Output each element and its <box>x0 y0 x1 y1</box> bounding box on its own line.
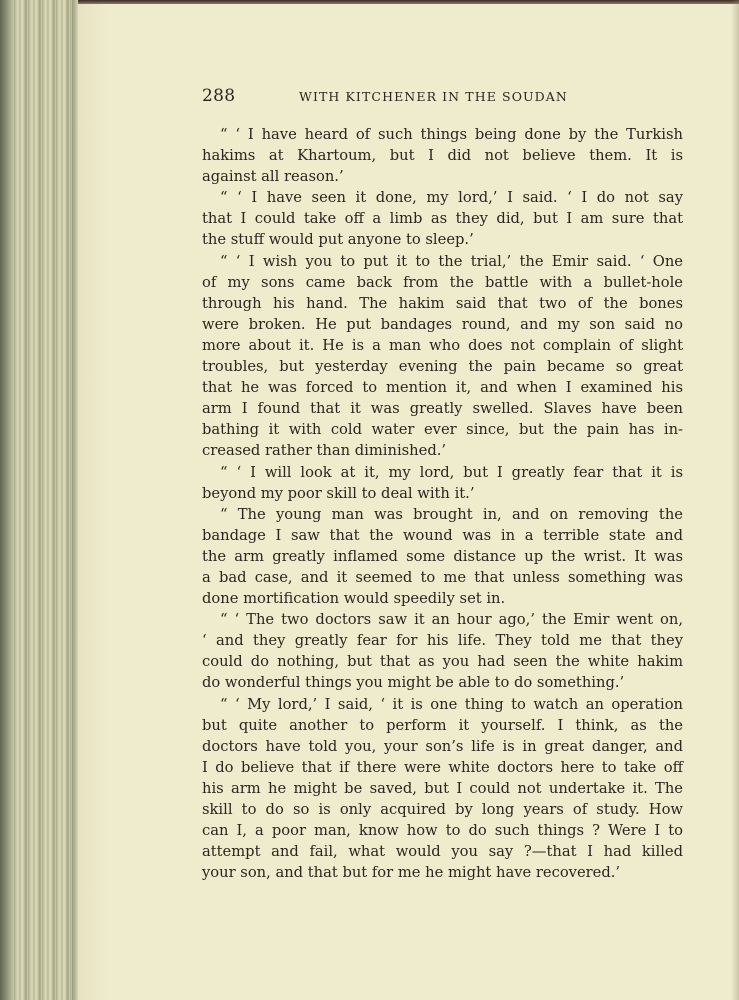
text-line: “ The young man was brought in, and on removing the <box>220 505 683 523</box>
text-line: can I, a poor man, know how to do such things ? Were I to <box>202 822 683 840</box>
text-line: I do believe that if there were white doctors here to take off <box>202 758 683 776</box>
text-line: ‘ and they greatly fear for his life. They told me that they <box>202 632 683 650</box>
text-line: attempt and fail, what would you say ?—that I had killed <box>202 843 683 861</box>
body-text <box>202 124 683 883</box>
text-line: of my sons came back from the battle with a bullet-hole <box>202 273 683 291</box>
text-line: against all reason.’ <box>202 168 344 186</box>
text-line: your son, and that but for me he might have recovered.’ <box>202 864 621 882</box>
text-line: “ ‘ I have seen it done, my lord,’ I said. ‘ I do not say <box>220 189 683 207</box>
text-line: but quite another to perform it yourself. I think, as the <box>202 716 683 734</box>
text-line: his arm he might be saved, but I could not undertake it. The <box>202 779 683 797</box>
text-line: do wonderful things you might be able to do something.’ <box>202 674 625 692</box>
text-line: more about it. He is a man who does not complain of slight <box>202 336 683 354</box>
text-line: through his hand. The hakim said that two of the bones <box>202 294 683 312</box>
text-line: doctors have told you, your son’s life is in great danger, and <box>202 737 683 755</box>
text-line: creased rather than diminished.’ <box>202 442 447 460</box>
text-line: bathing it with cold water ever since, but the pain has in- <box>202 421 683 439</box>
text-line: a bad case, and it seemed to me that unless something was <box>202 568 683 586</box>
text-line: “ ‘ I will look at it, my lord, but I greatly fear that it is <box>220 463 683 481</box>
running-header <box>202 86 688 110</box>
text-line: skill to do so is only acquired by long years of study. How <box>202 801 683 818</box>
text-line: “ ‘ I wish you to put it to the trial,’ the Emir said. ‘ One <box>220 252 683 270</box>
running-title: WITH KITCHENER IN THE SOUDAN <box>299 89 568 104</box>
text-line: bandage I saw that the wound was in a terrible state and <box>202 526 683 544</box>
text-line: arm I found that it was greatly swelled. Slaves have been <box>202 400 683 418</box>
text-line: the stuff would put anyone to sleep.’ <box>202 231 474 249</box>
book-page-edges <box>0 0 78 1000</box>
page-right-shadow <box>731 0 739 1000</box>
text-line: that he was forced to mention it, and when I examined his <box>202 379 683 397</box>
text-line: troubles, but yesterday evening the pain became so great <box>202 358 683 376</box>
text-line: hakims at Khartoum, but I did not believe them. It is <box>202 147 683 165</box>
text-line: “ ‘ My lord,’ I said, ‘ it is one thing to watch an operation <box>220 695 683 713</box>
text-line: were broken. He put bandages round, and my son said no <box>202 315 683 333</box>
text-line: “ ‘ I have heard of such things being done by the Turkish <box>220 126 683 143</box>
page-number: 288 <box>202 86 236 106</box>
text-line: done mortification would speedily set in. <box>202 590 506 608</box>
text-line: beyond my poor skill to deal with it.’ <box>202 484 475 502</box>
text-line: the arm greatly inflamed some distance up the wrist. It was <box>202 547 683 565</box>
text-line: “ ‘ The two doctors saw it an hour ago,’ the Emir went on, <box>220 611 683 629</box>
text-line: that I could take off a limb as they did, but I am sure that <box>202 210 683 228</box>
text-line: could do nothing, but that as you had seen the white hakim <box>202 653 683 671</box>
